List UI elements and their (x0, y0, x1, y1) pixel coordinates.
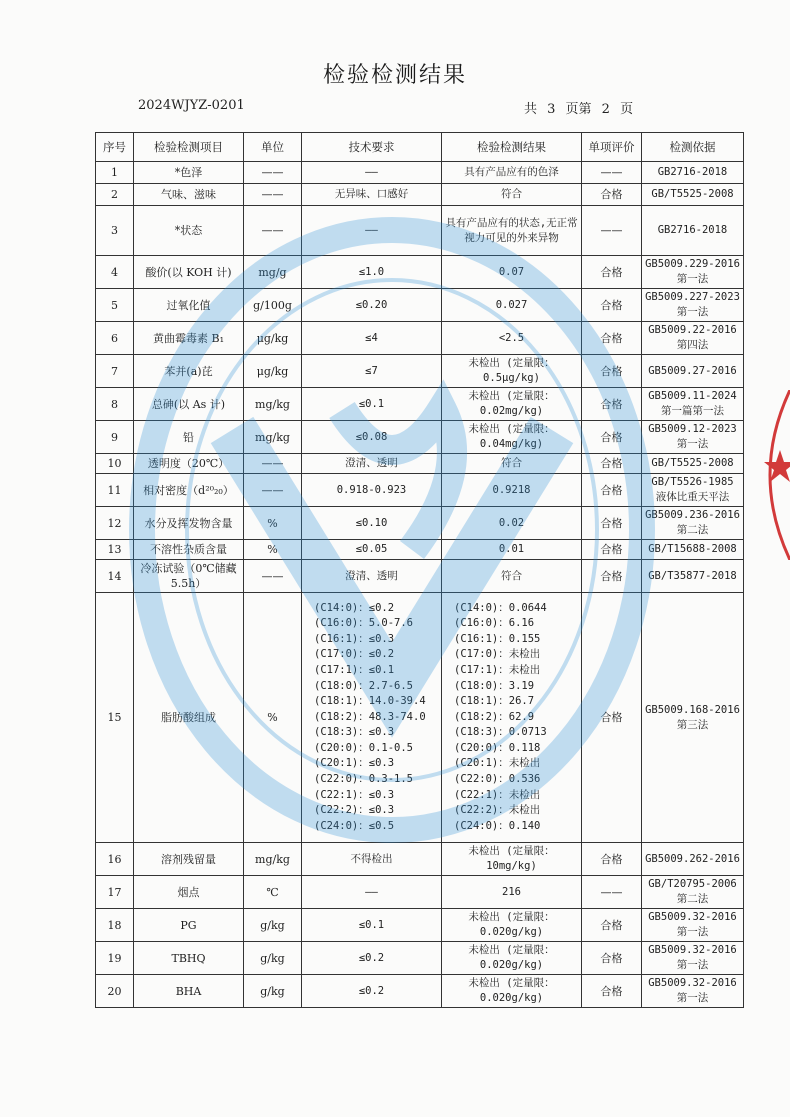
red-stamp-fragment (740, 390, 790, 560)
unit: —— (244, 454, 302, 474)
row-number: 8 (96, 388, 134, 421)
test-item: 水分及挥发物含量 (134, 507, 244, 540)
page-title: 检验检测结果 (322, 63, 467, 88)
list-item: (C20:1)：≤0.3 (314, 757, 395, 770)
evaluation: 合格 (582, 593, 642, 843)
list-item: (C22:2)：≤0.3 (314, 804, 395, 817)
list-item: (C18:1)：14.0-39.4 (314, 695, 426, 708)
evaluation: 合格 (582, 474, 642, 507)
test-basis: GB5009.11-2024 第一篇第一法 (642, 388, 744, 421)
result-list (442, 593, 582, 843)
list-item: (C18:1)：26.7 (454, 695, 535, 708)
page-indicator: 共 3 页第 2 页 (524, 102, 634, 117)
table-row (96, 454, 744, 474)
result: <2.5 (442, 322, 582, 355)
column-header: 检测依据 (642, 133, 744, 162)
unit: % (244, 540, 302, 560)
result: 具有产品应有的状态,无正常视力可见的外来异物 (442, 206, 582, 256)
row-number: 1 (96, 162, 134, 184)
requirement: 不得检出 (302, 843, 442, 876)
list-item: (C20:1)：未检出 (454, 757, 541, 770)
list-item: (C22:2)：未检出 (454, 804, 541, 817)
row-number: 12 (96, 507, 134, 540)
test-item: 相对密度（d²⁰₂₀） (134, 474, 244, 507)
result: 未检出 (定量限：0.5μg/kg) (442, 355, 582, 388)
result: 216 (442, 876, 582, 909)
list-item: (C16:0)：5.0-7.6 (314, 617, 414, 630)
row-number: 13 (96, 540, 134, 560)
table-row (96, 421, 744, 454)
list-item: (C18:3)：0.0713 (454, 726, 547, 739)
list-item: (C16:1)：0.155 (454, 632, 541, 645)
list-item: (C18:2)：62.9 (454, 710, 535, 723)
test-item: 铅 (134, 421, 244, 454)
unit: μg/kg (244, 355, 302, 388)
list-item: (C24:0)：0.140 (454, 819, 541, 832)
requirement: ≤0.05 (302, 540, 442, 560)
evaluation: 合格 (582, 421, 642, 454)
evaluation: 合格 (582, 843, 642, 876)
row-number: 19 (96, 942, 134, 975)
test-item: *状态 (134, 206, 244, 256)
result: 0.027 (442, 289, 582, 322)
list-item: (C22:0)：0.536 (454, 773, 541, 786)
list-item: (C22:1)：未检出 (454, 788, 541, 801)
list-item: (C14:0)：≤0.2 (314, 601, 395, 614)
unit: g/kg (244, 975, 302, 1008)
requirement: ≤1.0 (302, 256, 442, 289)
table-row (96, 388, 744, 421)
evaluation: 合格 (582, 540, 642, 560)
table-row (96, 206, 744, 256)
test-item: TBHQ (134, 942, 244, 975)
column-header: 检验检测项目 (134, 133, 244, 162)
result: 具有产品应有的色泽 (442, 162, 582, 184)
row-number: 15 (96, 593, 134, 843)
unit: g/kg (244, 942, 302, 975)
test-basis: GB5009.236-2016 第二法 (642, 507, 744, 540)
table-row (96, 162, 744, 184)
evaluation: —— (582, 162, 642, 184)
unit: g/kg (244, 909, 302, 942)
row-number: 9 (96, 421, 134, 454)
evaluation: 合格 (582, 355, 642, 388)
requirement: —— (302, 206, 442, 256)
test-basis: GB/T5526-1985 液体比重天平法 (642, 474, 744, 507)
list-item: (C20:0)：0.118 (454, 741, 541, 754)
evaluation: 合格 (582, 942, 642, 975)
row-number: 20 (96, 975, 134, 1008)
evaluation: 合格 (582, 322, 642, 355)
unit: —— (244, 560, 302, 593)
unit: μg/kg (244, 322, 302, 355)
requirement: ≤7 (302, 355, 442, 388)
unit: —— (244, 206, 302, 256)
result: 未检出 (定量限：10mg/kg) (442, 843, 582, 876)
test-basis: GB5009.22-2016 第四法 (642, 322, 744, 355)
test-item: 过氧化值 (134, 289, 244, 322)
table-header-row (96, 133, 744, 162)
row-number: 3 (96, 206, 134, 256)
test-item: 黄曲霉毒素 B₁ (134, 322, 244, 355)
test-item: 透明度（20℃） (134, 454, 244, 474)
requirement: 澄清、透明 (302, 454, 442, 474)
unit: —— (244, 474, 302, 507)
test-basis: GB5009.227-2023 第一法 (642, 289, 744, 322)
column-header: 序号 (96, 133, 134, 162)
requirement: ≤0.08 (302, 421, 442, 454)
list-item: (C20:0)：0.1-0.5 (314, 741, 414, 754)
row-number: 6 (96, 322, 134, 355)
test-basis: GB/T20795-2006 第二法 (642, 876, 744, 909)
result: 0.9218 (442, 474, 582, 507)
requirement: ≤0.1 (302, 388, 442, 421)
result: 未检出 (定量限：0.020g/kg) (442, 909, 582, 942)
row-number: 11 (96, 474, 134, 507)
table-row (96, 942, 744, 975)
table-row (96, 289, 744, 322)
test-basis: GB2716-2018 (642, 206, 744, 256)
test-item: BHA (134, 975, 244, 1008)
list-item: (C18:0)：2.7-6.5 (314, 679, 414, 692)
report-number: 2024WJYZ-0201 (138, 98, 245, 113)
list-item: (C16:1)：≤0.3 (314, 632, 395, 645)
test-item: 脂肪酸组成 (134, 593, 244, 843)
result: 未检出 (定量限：0.04mg/kg) (442, 421, 582, 454)
test-basis: GB5009.32-2016 第一法 (642, 909, 744, 942)
row-number: 7 (96, 355, 134, 388)
evaluation: 合格 (582, 388, 642, 421)
evaluation: 合格 (582, 184, 642, 206)
result: 0.02 (442, 507, 582, 540)
evaluation: —— (582, 876, 642, 909)
table-row (96, 256, 744, 289)
requirement: ≤0.1 (302, 909, 442, 942)
result: 0.07 (442, 256, 582, 289)
result: 0.01 (442, 540, 582, 560)
list-item: (C22:0)：0.3-1.5 (314, 773, 414, 786)
result: 未检出 (定量限：0.020g/kg) (442, 942, 582, 975)
table-row (96, 909, 744, 942)
list-item: (C17:0)：≤0.2 (314, 648, 395, 661)
result: 符合 (442, 560, 582, 593)
test-item: 酸价(以 KOH 计) (134, 256, 244, 289)
test-basis: GB5009.12-2023 第一法 (642, 421, 744, 454)
test-basis: GB2716-2018 (642, 162, 744, 184)
test-item: 冷冻试验（0℃储藏 5.5h） (134, 560, 244, 593)
row-number: 17 (96, 876, 134, 909)
requirement: —— (302, 876, 442, 909)
unit: mg/kg (244, 388, 302, 421)
unit: mg/kg (244, 421, 302, 454)
column-header: 检验检测结果 (442, 133, 582, 162)
unit: % (244, 507, 302, 540)
unit: —— (244, 184, 302, 206)
test-basis: GB/T5525-2008 (642, 454, 744, 474)
unit: g/100g (244, 289, 302, 322)
requirement-list (302, 593, 442, 843)
list-item: (C17:1)：≤0.1 (314, 663, 395, 676)
requirement: 0.918-0.923 (302, 474, 442, 507)
table-row (96, 843, 744, 876)
unit: mg/g (244, 256, 302, 289)
table-row-fatty-acid (96, 593, 744, 843)
test-basis: GB/T5525-2008 (642, 184, 744, 206)
evaluation: 合格 (582, 289, 642, 322)
row-number: 14 (96, 560, 134, 593)
requirement: 澄清、透明 (302, 560, 442, 593)
test-item: 苯并(a)芘 (134, 355, 244, 388)
evaluation: —— (582, 206, 642, 256)
test-basis: GB5009.168-2016 第三法 (642, 593, 744, 843)
test-basis: GB5009.32-2016 第一法 (642, 975, 744, 1008)
evaluation: 合格 (582, 975, 642, 1008)
row-number: 2 (96, 184, 134, 206)
column-header: 技术要求 (302, 133, 442, 162)
test-item: 气味、滋味 (134, 184, 244, 206)
table-row (96, 355, 744, 388)
result: 符合 (442, 184, 582, 206)
table-row (96, 507, 744, 540)
results-table (95, 132, 744, 1008)
requirement: ≤0.20 (302, 289, 442, 322)
requirement: ≤0.10 (302, 507, 442, 540)
row-number: 5 (96, 289, 134, 322)
test-basis: GB/T15688-2008 (642, 540, 744, 560)
unit: mg/kg (244, 843, 302, 876)
evaluation: 合格 (582, 507, 642, 540)
list-item: (C16:0)：6.16 (454, 617, 535, 630)
list-item: (C17:0)：未检出 (454, 648, 541, 661)
column-header: 单项评价 (582, 133, 642, 162)
test-basis: GB5009.32-2016 第一法 (642, 942, 744, 975)
test-item: PG (134, 909, 244, 942)
table-row (96, 474, 744, 507)
row-number: 16 (96, 843, 134, 876)
column-header: 单位 (244, 133, 302, 162)
requirement: ≤4 (302, 322, 442, 355)
table-row (96, 540, 744, 560)
row-number: 4 (96, 256, 134, 289)
test-basis: GB/T35877-2018 (642, 560, 744, 593)
test-item: 总砷(以 As 计) (134, 388, 244, 421)
evaluation: 合格 (582, 256, 642, 289)
list-item: (C17:1)：未检出 (454, 663, 541, 676)
evaluation: 合格 (582, 909, 642, 942)
list-item: (C14:0)：0.0644 (454, 601, 547, 614)
row-number: 10 (96, 454, 134, 474)
list-item: (C18:0)：3.19 (454, 679, 535, 692)
result: 符合 (442, 454, 582, 474)
table-row (96, 876, 744, 909)
unit: ℃ (244, 876, 302, 909)
result: 未检出 (定量限：0.020g/kg) (442, 975, 582, 1008)
requirement: —— (302, 162, 442, 184)
row-number: 18 (96, 909, 134, 942)
test-item: 不溶性杂质含量 (134, 540, 244, 560)
requirement: ≤0.2 (302, 942, 442, 975)
test-item: *色泽 (134, 162, 244, 184)
test-item: 烟点 (134, 876, 244, 909)
evaluation: 合格 (582, 454, 642, 474)
table-row (96, 975, 744, 1008)
list-item: (C18:2)：48.3-74.0 (314, 710, 426, 723)
test-basis: GB5009.229-2016 第一法 (642, 256, 744, 289)
test-item: 溶剂残留量 (134, 843, 244, 876)
test-basis: GB5009.27-2016 (642, 355, 744, 388)
table-row (96, 322, 744, 355)
table-row (96, 560, 744, 593)
evaluation: 合格 (582, 560, 642, 593)
list-item: (C18:3)：≤0.3 (314, 726, 395, 739)
test-basis: GB5009.262-2016 (642, 843, 744, 876)
requirement: ≤0.2 (302, 975, 442, 1008)
list-item: (C24:0)：≤0.5 (314, 819, 395, 832)
list-item: (C22:1)：≤0.3 (314, 788, 395, 801)
result: 未检出 (定量限：0.02mg/kg) (442, 388, 582, 421)
requirement: 无异味、口感好 (302, 184, 442, 206)
table-row (96, 184, 744, 206)
unit: % (244, 593, 302, 843)
unit: —— (244, 162, 302, 184)
